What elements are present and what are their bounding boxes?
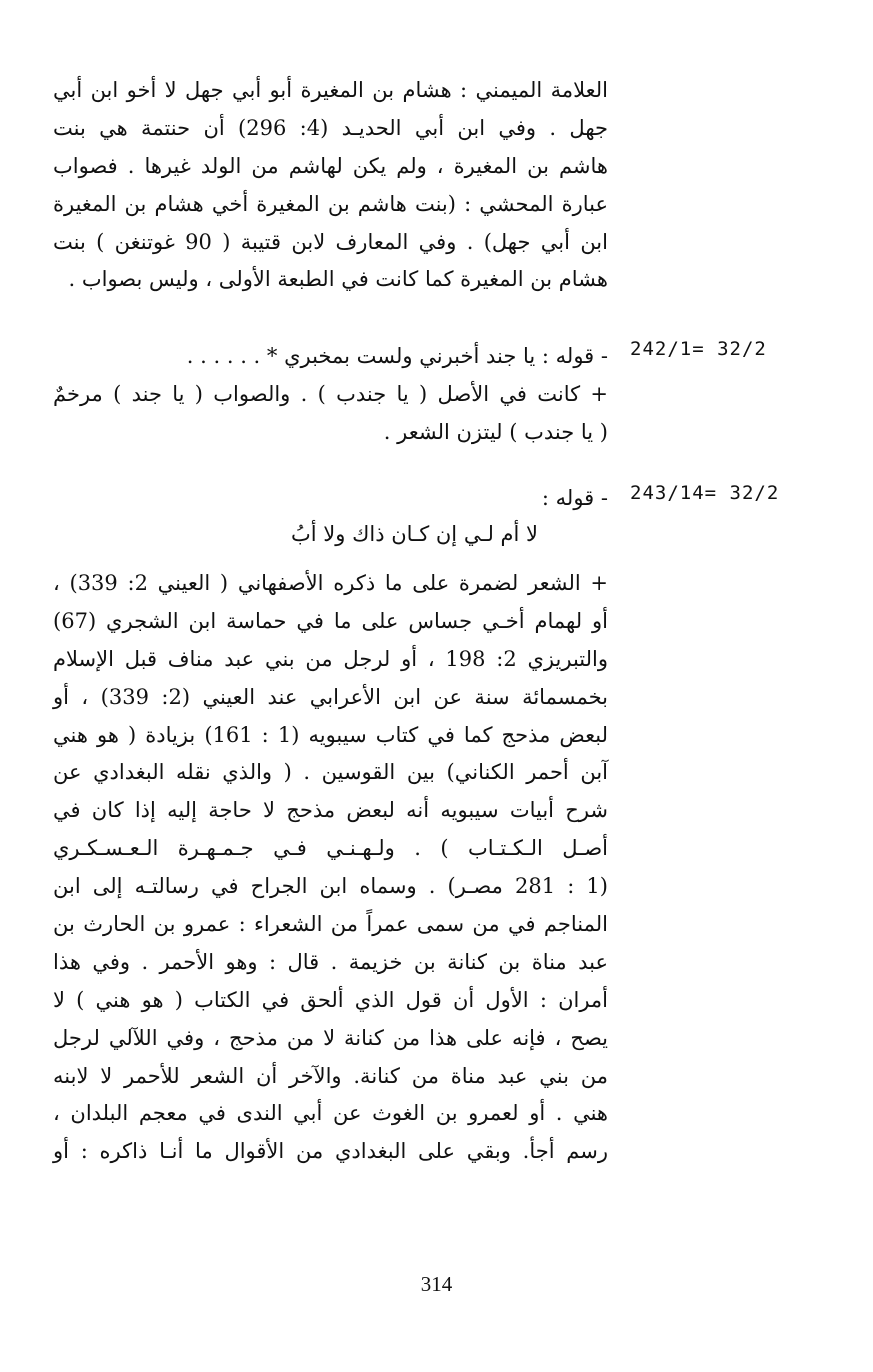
text-line: + الشعر لضمرة على ما ذكره الأصفهاني ( العيني 2: 339) ، xyxy=(53,571,608,595)
paragraph-continuation xyxy=(53,72,608,299)
text-line: هشام بن المغيرة كما كانت في الطبعة الأولى ، وليس بصواب . xyxy=(68,267,608,292)
text-line: لبعض مذحج كما في كتاب سيبويه (1 : 161) بزيادة ( هو هني xyxy=(53,722,608,747)
text-line: عبارة المحشي : (بنت هاشم بن المغيرة أخي هشام بن المغيرة xyxy=(53,191,608,216)
text-line: العلامة الميمني : هشام بن المغيرة أبو أبي جهل لا أخو ابن أبي xyxy=(53,78,608,102)
text-line: أصـل الـكـتـاب ) . ولـهـنـي فـي جـمـهـرة الـعـسـكـري xyxy=(53,836,608,861)
entry-commentary xyxy=(53,565,608,1171)
text-line: آبن أحمر الكناني) بين القوسين . ( والذي نقله البغدادي عن xyxy=(53,760,608,785)
text-line: هني . أو لعمرو بن الغوث عن أبي الندى في معجم البلدان ، xyxy=(53,1101,608,1126)
page-number: 314 xyxy=(420,1272,453,1296)
text-line: ( يا جندب ) ليتزن الشعر . xyxy=(383,419,608,444)
text-line: عبد مناة بن كنانة بن خزيمة . قال : وهو الأحمر . وفي هذا xyxy=(53,949,608,974)
entry-text xyxy=(53,338,608,452)
text-line: هاشم بن المغيرة ، ولم يكن لهاشم من الولد غيرها . فصواب xyxy=(53,153,608,178)
text-line: أو لهمام أخـي جساس على ما في حماسة ابن الشجري (67) xyxy=(53,608,608,633)
poem-verse: لا أم لـي إن كـان ذاك ولا أبُ xyxy=(291,522,539,546)
text-line: رسم أجأ. وبقي على البغدادي من الأقوال ما أنـا ذاكره : أو xyxy=(53,1139,608,1164)
text-line: والتبريزي 2: 198 ، أو لرجل من بني عبد مناف قبل الإسلام xyxy=(53,646,608,671)
text-line: ابن أبي جهل) . وفي المعارف لابن قتيبة ( 90 غوتنغن ) بنت xyxy=(53,229,608,254)
entry-heading xyxy=(53,480,608,518)
text-line: شرح أبيات سيبويه أنه لبعض مذحج لا حاجة إليه إذا كان في xyxy=(53,798,608,823)
quote-line: - قوله : يا جند أخبرني ولست بمخبري * . . . . . . xyxy=(186,344,608,368)
text-line: (1 : 281 مصـر) . وسماه ابن الجراح في رسالتـه إلى ابن xyxy=(53,874,608,899)
text-line: جهل . وفي ابن أبي الحديـد (4: 296) أن حنتمة هي بنت xyxy=(53,115,608,140)
text-line: + كانت في الأصل ( يا جندب ) . والصواب ( يا جند ) مرخمٌ xyxy=(53,381,608,406)
quote-label: - قوله : xyxy=(541,486,608,510)
text-line: بخمسمائة سنة عن ابن الأعرابي عند العيني (2: 339) ، أو xyxy=(53,684,608,709)
text-line: يصح ، فإنه على هذا من كنانة لا من مذحج ، وفي اللآلي لرجل xyxy=(53,1025,608,1050)
entry-reference: 243/14= 32/2 xyxy=(630,482,780,504)
text-line: المناجم في من سمى عمراً من الشعراء : عمرو بن الحارث بن xyxy=(53,912,608,937)
entry-reference: 242/1= 32/2 xyxy=(630,338,767,360)
text-line: أمران : الأول أن قول الذي ألحق في الكتاب ( هو هني ) لا xyxy=(53,987,608,1012)
text-line: من بني عبد مناة من كنانة. والآخر أن الشعر للأحمر لا لابنه xyxy=(53,1063,608,1088)
